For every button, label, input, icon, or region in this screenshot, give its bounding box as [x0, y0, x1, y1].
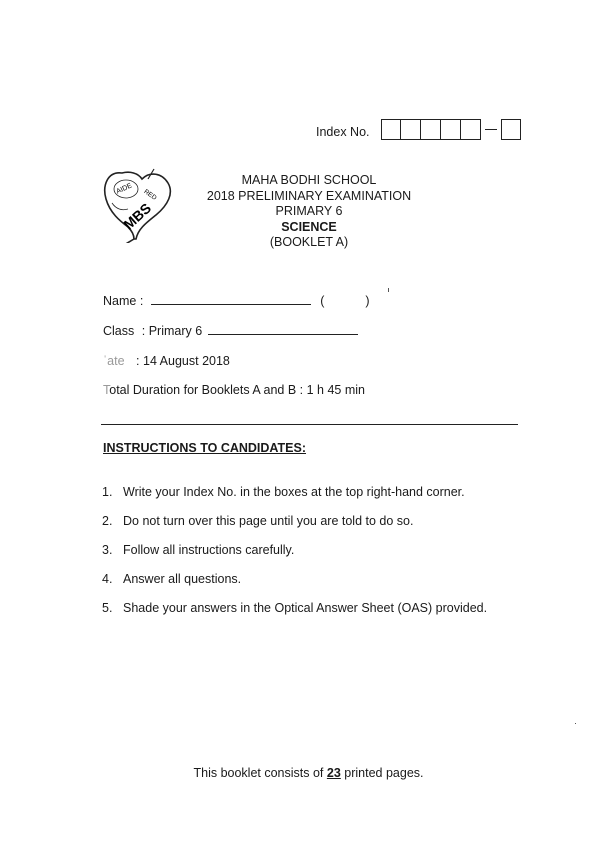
- school-name: MAHA BODHI SCHOOL: [241, 173, 377, 187]
- instruction-number: 5.: [102, 601, 113, 615]
- class-label: Class: [103, 324, 135, 338]
- instruction-number: 3.: [102, 543, 113, 557]
- duration-faint-letter: T: [103, 383, 110, 397]
- instruction-number: 1.: [102, 485, 113, 499]
- index-box[interactable]: [381, 119, 401, 140]
- logo-text-top: AIDE: [115, 182, 134, 196]
- index-box[interactable]: [461, 119, 481, 140]
- divider: [101, 424, 518, 425]
- instructions-title: INSTRUCTIONS TO CANDIDATES:: [103, 441, 307, 455]
- instructions-list: [102, 485, 487, 630]
- date-row: [103, 354, 230, 368]
- page-count: 23: [326, 766, 341, 780]
- footer-text-after: printed pages.: [340, 766, 424, 780]
- date-label-faint: ˈ: [103, 354, 108, 368]
- instruction-item: [102, 514, 487, 543]
- instruction-item: [102, 572, 487, 601]
- class-value: : Primary 6: [141, 324, 203, 338]
- index-no-label: Index No.: [316, 125, 370, 139]
- instruction-item: [102, 485, 487, 514]
- index-box[interactable]: [421, 119, 441, 140]
- index-no-boxes[interactable]: [381, 119, 521, 140]
- name-label: Name :: [103, 294, 144, 308]
- instruction-text: Write your Index No. in the boxes at the top right-hand corner.: [123, 485, 465, 499]
- date-label: ate: [107, 354, 125, 368]
- index-box[interactable]: [401, 119, 421, 140]
- duration-text: otal Duration for Booklets A and B : 1 h 45 min: [109, 383, 365, 397]
- scan-speck: [388, 288, 389, 292]
- logo-text-right: RED: [142, 188, 158, 202]
- footer-text-before: This booklet consists of: [193, 766, 327, 780]
- class-input-line[interactable]: [208, 323, 358, 335]
- subject: SCIENCE: [281, 219, 337, 234]
- instruction-text: Answer all questions.: [123, 572, 242, 586]
- register-paren-close: ): [365, 294, 370, 308]
- instruction-text: Do not turn over this page until you are told to do so.: [123, 514, 414, 528]
- duration-row: [103, 383, 365, 397]
- exam-name: 2018 PRELIMINARY EXAMINATION: [206, 188, 412, 203]
- instruction-text: Follow all instructions carefully.: [123, 543, 295, 557]
- instruction-number: 2.: [102, 514, 113, 528]
- instruction-item: [102, 601, 487, 630]
- register-paren-open: (: [320, 294, 325, 308]
- instruction-item: [102, 543, 487, 572]
- instruction-number: 4.: [102, 572, 113, 586]
- instruction-text: Shade your answers in the Optical Answer Sheet (OAS) provided.: [123, 601, 488, 615]
- level: PRIMARY 6: [275, 204, 343, 218]
- school-logo: [98, 165, 178, 243]
- name-row: [103, 293, 370, 308]
- index-dash: [485, 129, 497, 131]
- name-input-line[interactable]: [151, 293, 311, 305]
- index-box[interactable]: [441, 119, 461, 140]
- index-check-box[interactable]: [501, 119, 521, 140]
- exam-header: [180, 173, 438, 251]
- scan-speck: [575, 723, 576, 724]
- page-count-note: [0, 766, 600, 780]
- logo-letters: MBS: [120, 199, 155, 233]
- class-row: [103, 323, 358, 338]
- date-value: : 14 August 2018: [136, 354, 230, 368]
- booklet: (BOOKLET A): [269, 235, 349, 249]
